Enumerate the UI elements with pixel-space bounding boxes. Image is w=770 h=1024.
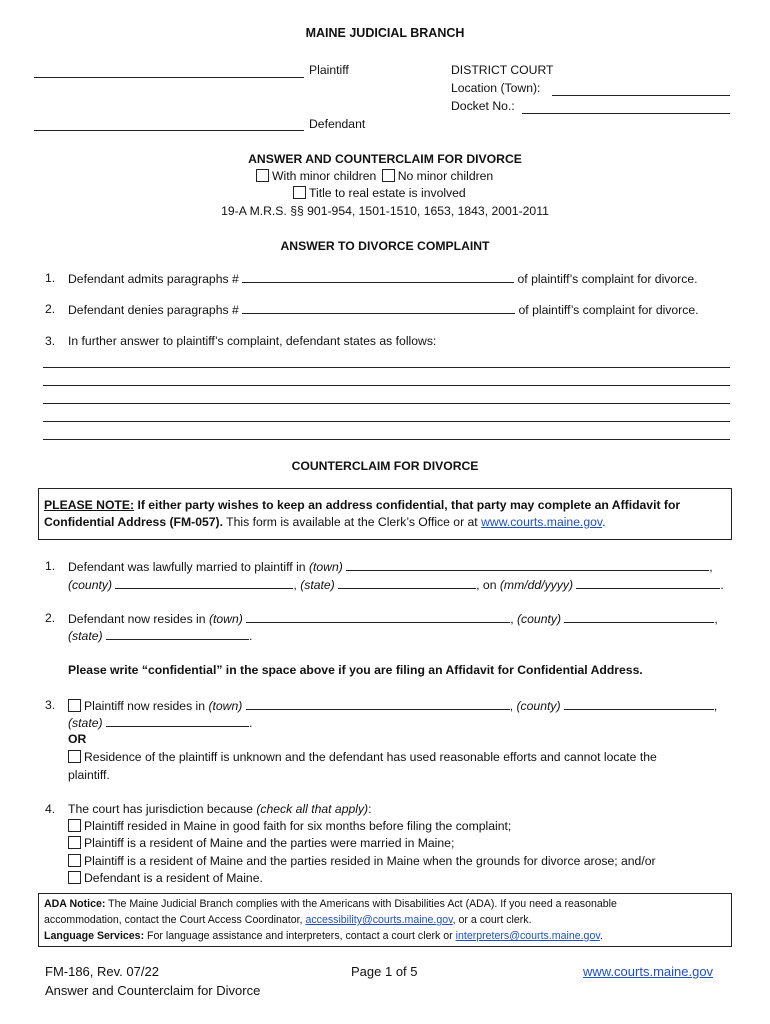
jurisdiction-label <box>68 802 372 816</box>
confidential-instruction: Please write “confidential” in the space above if you are filing an Affidavit for Confidential Address. <box>68 663 643 677</box>
footer-page-number: Page 1 of 5 <box>351 964 418 979</box>
minor-children-option <box>256 169 493 183</box>
plaintiff-county-field[interactable] <box>564 698 714 710</box>
state-hint: (state) <box>300 578 335 592</box>
plaintiff-unknown-checkbox[interactable] <box>68 750 81 763</box>
defendant-state-field[interactable] <box>106 628 249 640</box>
county-hint: (county) <box>516 699 561 713</box>
counterclaim-3-num: 3. <box>45 698 56 712</box>
address-note-box <box>38 488 732 540</box>
jurisdiction-option <box>68 854 656 868</box>
town-hint: (town) <box>308 560 343 574</box>
language-period: . <box>599 930 603 942</box>
docket-label: Docket No.: <box>451 99 515 113</box>
answer-item-3: In further answer to plaintiff’s complaint, defendant states as follows: <box>68 334 437 348</box>
further-answer-line[interactable] <box>43 439 730 440</box>
answer-item-2-num: 2. <box>45 302 56 316</box>
ada-line1 <box>44 898 617 910</box>
real-estate-option <box>293 186 466 200</box>
counterclaim-3-line2: (state) . <box>68 716 253 730</box>
jurisdiction-option-label: Plaintiff is a resident of Maine and the parties resided in Maine when the grounds for divorce arose; and/or <box>84 854 656 868</box>
marriage-state-field[interactable] <box>338 577 476 589</box>
date-format-hint: (mm/dd/yyyy) <box>499 578 573 592</box>
counterclaim-heading: COUNTERCLAIM FOR DIVORCE <box>291 459 479 473</box>
denies-paragraphs-field[interactable] <box>242 302 515 314</box>
married-label: Defendant was lawfully married to plaintiff in <box>68 560 306 574</box>
jurisdiction-option <box>68 819 511 833</box>
footer-form-id: FM-186, Rev. 07/22 <box>45 964 159 979</box>
interpreters-email-link[interactable]: interpreters@courts.maine.gov <box>455 930 600 942</box>
jurisdiction-option <box>68 871 263 885</box>
denies-suffix: of plaintiff’s complaint for divorce. <box>518 303 699 317</box>
jurisdiction-option-label: Defendant is a resident of Maine. <box>84 871 263 885</box>
real-estate-checkbox[interactable] <box>293 186 306 199</box>
or-label: OR <box>68 732 87 746</box>
state-hint: (state) <box>68 716 103 730</box>
counterclaim-3-line1: Plaintiff now resides in (town) , (county) , <box>68 698 717 713</box>
counterclaim-1-line1: Defendant was lawfully married to plaintiff in (town) , <box>68 560 713 574</box>
ada-text: The Maine Judicial Branch complies with the Americans with Disabilities Act (ADA). If you need a reasonable <box>108 898 617 910</box>
further-answer-line[interactable] <box>43 421 730 422</box>
answer-item-3-num: 3. <box>45 334 56 348</box>
language-line <box>44 930 603 942</box>
form-title: ANSWER AND COUNTERCLAIM FOR DIVORCE <box>248 152 522 166</box>
jurisdiction-checkbox[interactable] <box>68 836 81 849</box>
docket-field[interactable] <box>522 113 730 114</box>
ada-text-3: , or a court clerk. <box>452 914 532 926</box>
minor-children-label: With minor children <box>272 169 377 183</box>
counterclaim-2-num: 2. <box>45 611 56 625</box>
denies-label: Defendant denies paragraphs # <box>68 303 239 317</box>
plaintiff-state-field[interactable] <box>106 715 249 727</box>
location-field[interactable] <box>552 95 730 96</box>
marriage-county-field[interactable] <box>115 577 293 589</box>
town-hint: (town) <box>208 699 243 713</box>
accessibility-email-link[interactable]: accessibility@courts.maine.gov <box>305 914 453 926</box>
statute-citation: 19-A M.R.S. §§ 901-954, 1501-1510, 1653, 1843, 2001-2011 <box>221 204 549 218</box>
note-form-ref: Confidential Address (FM-057). <box>44 515 223 529</box>
further-answer-line[interactable] <box>43 403 730 404</box>
state-hint: (state) <box>68 629 103 643</box>
jurisdiction-checkbox[interactable] <box>68 819 81 832</box>
marriage-town-field[interactable] <box>346 559 709 571</box>
admits-label: Defendant admits paragraphs # <box>68 272 239 286</box>
counterclaim-2-line2: (state) . <box>68 629 253 643</box>
plaintiff-label: Plaintiff <box>309 63 349 77</box>
jurisdiction-text: The court has jurisdiction because <box>68 802 253 816</box>
answer-item-2 <box>68 302 699 317</box>
counterclaim-4-num: 4. <box>45 802 56 816</box>
answer-item-1-num: 1. <box>45 271 56 285</box>
location-label: Location (Town): <box>451 81 541 95</box>
address-note-line1 <box>44 498 680 512</box>
note-label: PLEASE NOTE: <box>44 498 135 512</box>
jurisdiction-checkbox[interactable] <box>68 871 81 884</box>
resides-label: Defendant now resides in <box>68 612 206 626</box>
no-minor-children-label: No minor children <box>397 169 494 183</box>
branch-title: MAINE JUDICIAL BRANCH <box>305 26 465 40</box>
note-period: . <box>602 515 606 529</box>
jurisdiction-option-label: Plaintiff resided in Maine in good faith for six months before filing the complaint; <box>84 819 512 833</box>
ada-text-2: accommodation, contact the Court Access Coordinator, <box>44 914 303 926</box>
marriage-date-field[interactable] <box>576 577 720 589</box>
jurisdiction-checkbox[interactable] <box>68 854 81 867</box>
plaintiff-unknown-option <box>68 750 657 764</box>
admits-suffix: of plaintiff’s complaint for divorce. <box>517 272 698 286</box>
real-estate-label: Title to real estate is involved <box>309 186 466 200</box>
plaintiff-unknown-label: Residence of the plaintiff is unknown and the defendant has used reasonable efforts and cannot locate the <box>84 750 657 764</box>
language-text: For language assistance and interpreters, contact a court clerk or <box>147 930 453 942</box>
jurisdiction-option <box>68 836 454 850</box>
defendant-name-line[interactable] <box>34 130 304 131</box>
footer-website-link[interactable]: www.courts.maine.gov <box>583 964 714 979</box>
ada-label: ADA Notice: <box>44 898 106 910</box>
language-label: Language Services: <box>44 930 145 942</box>
county-hint: (county) <box>516 612 562 626</box>
further-answer-line[interactable] <box>43 367 730 368</box>
plaintiff-unknown-cont: plaintiff. <box>68 768 110 782</box>
answer-heading: ANSWER TO DIVORCE COMPLAINT <box>280 239 490 253</box>
minor-children-checkbox[interactable] <box>256 169 269 182</box>
defendant-county-field[interactable] <box>564 611 714 623</box>
note-availability: This form is available at the Clerk’s Office or at <box>226 515 478 529</box>
address-note-line2 <box>44 515 606 529</box>
plaintiff-name-line[interactable] <box>34 77 304 78</box>
ada-line2 <box>44 914 532 926</box>
county-hint: (county) <box>68 578 113 592</box>
defendant-town-field[interactable] <box>246 611 510 623</box>
jurisdiction-colon: : <box>368 802 372 816</box>
courts-website-link[interactable]: www.courts.maine.gov <box>481 515 603 529</box>
note-text: If either party wishes to keep an address confidential, that party may complete an Affidavit for <box>137 498 681 512</box>
further-answer-line[interactable] <box>43 385 730 386</box>
answer-item-1 <box>68 271 697 286</box>
counterclaim-1-line2: (county) , (state) , on (mm/dd/yyyy) . <box>68 578 724 592</box>
admits-paragraphs-field[interactable] <box>242 271 514 283</box>
on-label: , on <box>476 578 497 592</box>
counterclaim-1-num: 1. <box>45 559 56 573</box>
check-all-hint: (check all that apply) <box>256 802 369 816</box>
court-label: DISTRICT COURT <box>451 63 554 77</box>
jurisdiction-option-label: Plaintiff is a resident of Maine and the parties were married in Maine; <box>84 836 455 850</box>
plaintiff-residence-checkbox[interactable] <box>68 699 81 712</box>
defendant-label: Defendant <box>309 117 366 131</box>
counterclaim-2-line1: Defendant now resides in (town) , (county) , <box>68 612 718 626</box>
plaintiff-resides-label: Plaintiff now resides in <box>84 699 206 713</box>
footer-form-name: Answer and Counterclaim for Divorce <box>45 983 261 998</box>
no-minor-children-checkbox[interactable] <box>382 169 395 182</box>
town-hint: (town) <box>208 612 243 626</box>
plaintiff-town-field[interactable] <box>246 698 510 710</box>
